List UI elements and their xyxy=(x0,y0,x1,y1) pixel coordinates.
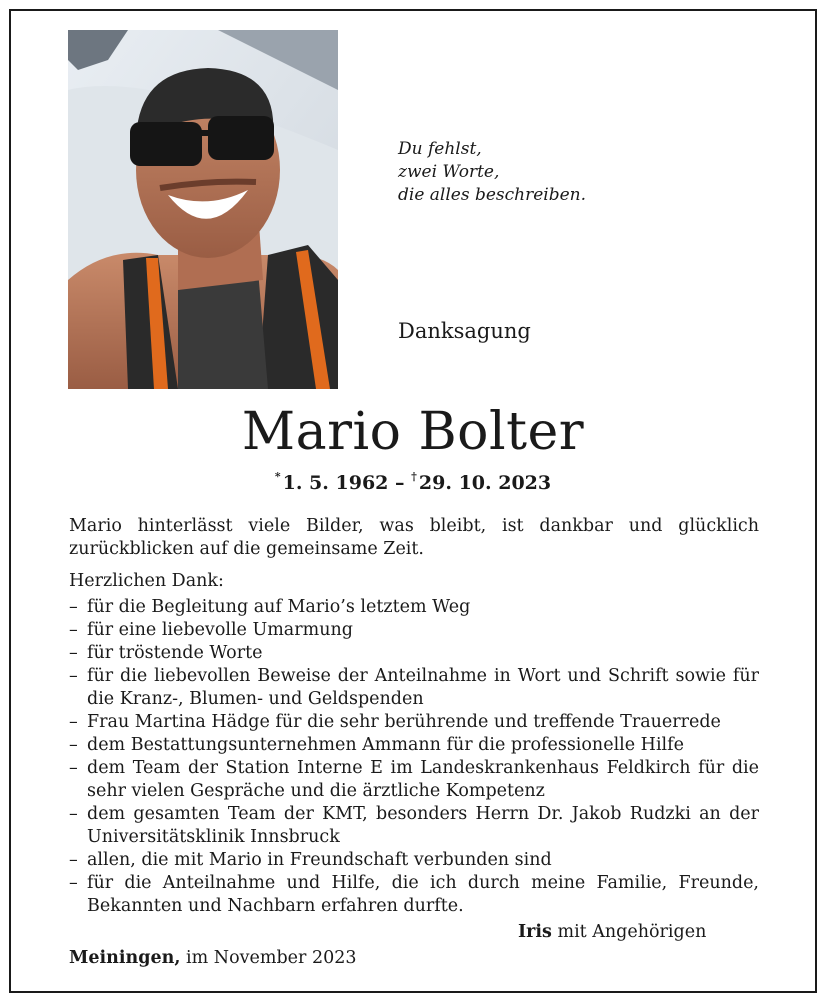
place-date-text: im November 2023 xyxy=(186,948,357,968)
thanks-list xyxy=(69,596,759,918)
life-dates xyxy=(0,472,826,494)
heading-danksagung: Danksagung xyxy=(398,319,531,343)
list-item: – für die liebevollen Beweise der Anteilnahme in Wort und Schrift sowie für die Kranz-, Blumen- und Geldspenden xyxy=(69,665,759,711)
obituary-body xyxy=(69,515,759,918)
death-mark: † xyxy=(411,470,417,483)
list-item: – für eine liebevolle Umarmung xyxy=(69,619,759,642)
signature-rest: mit Angehörigen xyxy=(557,922,707,942)
date-separator: – xyxy=(395,472,405,494)
signature xyxy=(518,922,706,942)
memorial-quote xyxy=(398,138,586,207)
quote-line: zwei Worte, xyxy=(398,162,500,182)
death-date: 29. 10. 2023 xyxy=(418,472,552,494)
quote-line: die alles beschreiben. xyxy=(398,185,587,205)
list-item: – für die Anteilnahme und Hilfe, die ich durch meine Familie, Freunde, Bekannten und Nachbarn erfahren durfte. xyxy=(69,872,759,918)
list-item: – Frau Martina Hädge für die sehr berührende und treffende Trauerrede xyxy=(69,711,759,734)
place-city: Meiningen, xyxy=(69,948,181,968)
signature-name: Iris xyxy=(518,922,552,942)
list-item: – für tröstende Worte xyxy=(69,642,759,665)
birth-date: 1. 5. 1962 xyxy=(282,472,389,494)
birth-mark: * xyxy=(274,470,281,483)
portrait-photo xyxy=(68,30,338,389)
intro-paragraph: Mario hinterlässt viele Bilder, was bleibt, ist dankbar und glücklich zurückblicken auf die gemeinsame Zeit. xyxy=(69,516,759,559)
quote-line: Du fehlst, xyxy=(398,139,482,159)
list-item: – dem Team der Station Interne E im Landeskrankenhaus Feldkirch für die sehr vielen Gespräche und die ärztliche Kompetenz xyxy=(69,757,759,803)
list-item: – dem gesamten Team der KMT, besonders Herrn Dr. Jakob Rudzki an der Universitätsklinik Innsbruck xyxy=(69,803,759,849)
list-item: – dem Bestattungsunternehmen Ammann für die professionelle Hilfe xyxy=(69,734,759,757)
list-item: – allen, die mit Mario in Freundschaft verbunden sind xyxy=(69,849,759,872)
list-item: – für die Begleitung auf Mario’s letztem Weg xyxy=(69,596,759,619)
place-date xyxy=(69,948,356,968)
thanks-heading: Herzlichen Dank: xyxy=(69,571,224,591)
deceased-name: Mario Bolter xyxy=(241,402,585,462)
